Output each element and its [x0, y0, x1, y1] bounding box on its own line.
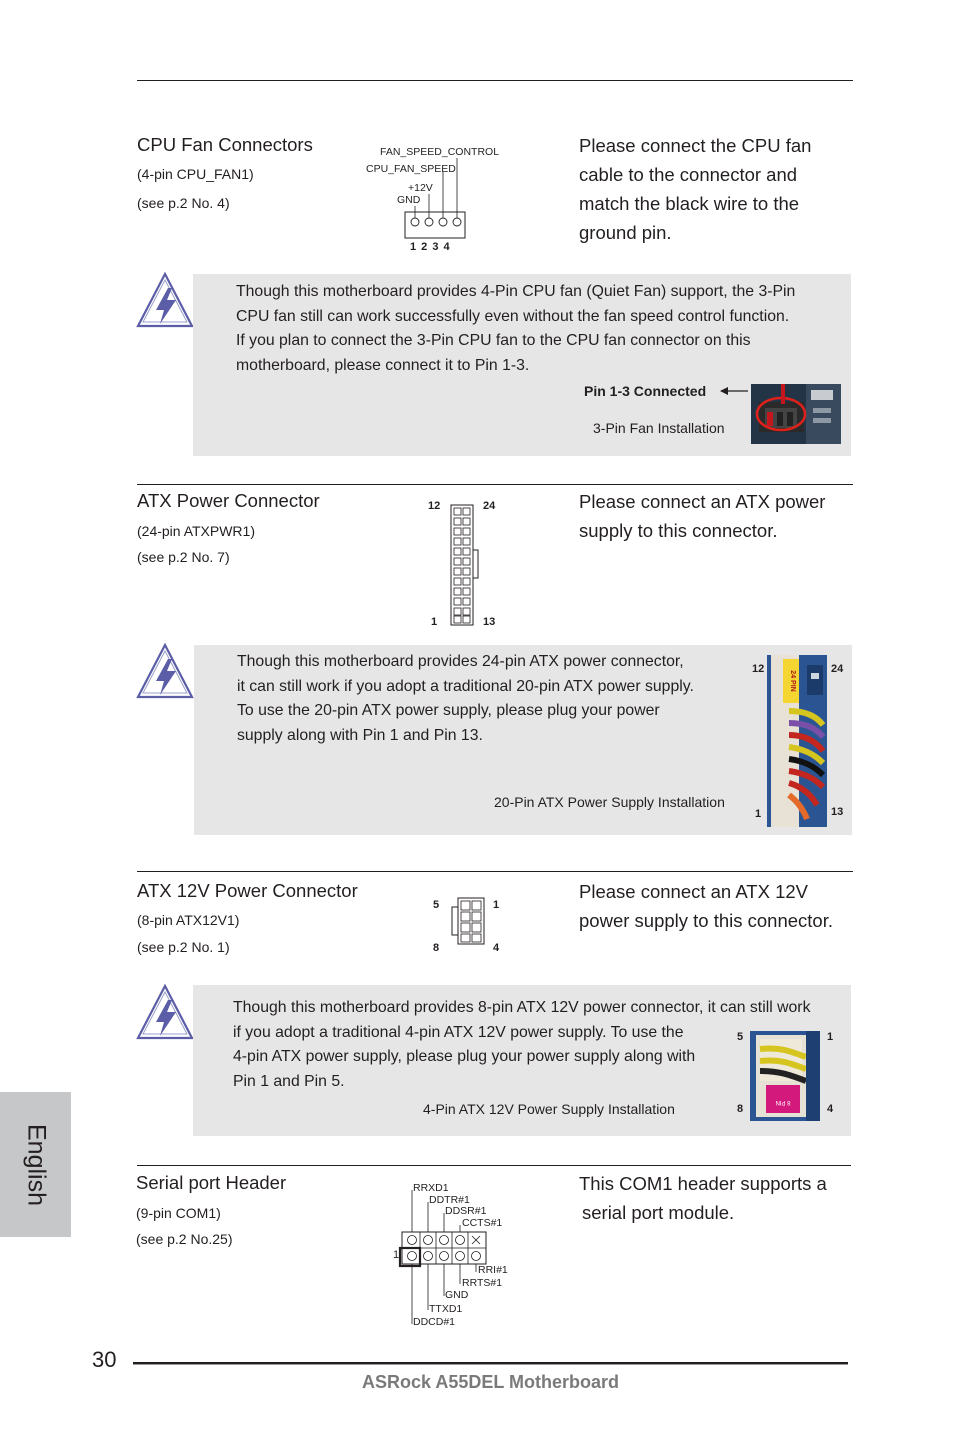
serial-rule [137, 1165, 851, 1166]
label-fan-speed-control: FAN_SPEED_CONTROL [380, 146, 500, 158]
atx12v-sub2: (see p.2 No. 1) [137, 939, 230, 955]
atx12v-photo-pin-8: 8 [737, 1103, 744, 1115]
atx12v-caption: 4-Pin ATX 12V Power Supply Installation [423, 1101, 675, 1117]
note-line: motherboard, please connect it to Pin 1-3. [236, 356, 530, 374]
atx-photo-pin-13: 13 [831, 806, 844, 818]
note-line: To use the 20-pin ATX power supply, please plug your power [237, 702, 660, 719]
fan-installation-photo [751, 384, 841, 444]
desc-line: supply to this connector. [579, 520, 778, 541]
atx12v-8pin-connector-icon [450, 897, 486, 947]
top-rule [137, 80, 853, 81]
atx12v-description [579, 877, 854, 935]
atx-photo-label: 24 PIN [789, 670, 796, 692]
cpu-fan-title: CPU Fan Connectors [137, 134, 313, 155]
page-number: 30 [92, 1347, 117, 1372]
atx-title: ATX Power Connector [137, 490, 320, 511]
note-line: supply along with Pin 1 and Pin 13. [237, 726, 483, 744]
desc-line: cable to the connector and [579, 164, 798, 185]
note-line: Pin 1 and Pin 5. [233, 1072, 345, 1090]
desc-line: serial port module. [582, 1202, 735, 1223]
footer-rule-shadow [133, 1364, 848, 1365]
serial-label-ddtr1: DDTR#1 [429, 1194, 470, 1206]
note-line: Though this motherboard provides 24-pin ATX power connector, [237, 653, 684, 670]
serial-title: Serial port Header [136, 1172, 287, 1193]
atx-note-text [237, 650, 737, 748]
cpu-fan-sub2: (see p.2 No. 4) [137, 195, 230, 211]
note-line: Though this motherboard provides 8-pin ATX 12V power connector, it can still work [233, 999, 811, 1016]
serial-label-rrxd1: RRXD1 [413, 1182, 449, 1194]
pin-connected-label: Pin 1-3 Connected [584, 383, 707, 399]
atx-sub2: (see p.2 No. 7) [137, 549, 230, 565]
atx12v-pin-5: 5 [433, 899, 440, 911]
desc-line: ground pin. [579, 222, 672, 243]
atx-sub1: (24-pin ATXPWR1) [137, 523, 255, 539]
desc-line: Please connect an ATX power [579, 491, 826, 512]
note-line: If you plan to connect the 3-Pin CPU fan to the CPU fan connector on this [236, 332, 751, 349]
serial-header-connector-icon [396, 1180, 512, 1330]
cpu-fan-caption: 3-Pin Fan Installation [593, 420, 725, 436]
footer-product-name: ASRock A55DEL Motherboard [362, 1372, 620, 1392]
atx-pin-24: 24 [483, 500, 496, 512]
note-line: 4-pin ATX power supply, please plug your power supply along with [233, 1048, 696, 1065]
warning-icon [134, 641, 196, 701]
atx-photo-pin-1: 1 [755, 808, 762, 820]
atx-rule [137, 484, 853, 485]
atx-photo-pin-12: 12 [752, 663, 765, 675]
atx-photo-pin-24: 24 [831, 663, 844, 675]
warning-icon [134, 270, 196, 330]
atx12v-title: ATX 12V Power Connector [137, 880, 358, 901]
serial-label-ccts1: CCTS#1 [462, 1217, 503, 1229]
atx-pin-13: 13 [483, 616, 496, 628]
atx-caption: 20-Pin ATX Power Supply Installation [494, 794, 725, 810]
warning-icon [134, 982, 196, 1042]
serial-label-ddsr1: DDSR#1 [445, 1205, 487, 1217]
cpu-fan-connector-icon [390, 150, 480, 242]
atx12v-pin-4: 4 [493, 942, 500, 954]
language-tab-label: English [22, 1123, 50, 1206]
serial-description [579, 1169, 854, 1227]
note-line: if you adopt a traditional 4-pin ATX 12V power supply. To use the [233, 1023, 684, 1041]
language-side-tab [0, 1092, 71, 1237]
cpu-fan-pin-numbers: 1 2 3 4 [410, 241, 450, 253]
desc-line: match the black wire to the [579, 193, 800, 214]
note-line: it can still work if you adopt a traditional 20-pin ATX power supply. [237, 677, 694, 695]
serial-label-rri1: RRI#1 [478, 1264, 508, 1276]
cpu-fan-sub1: (4-pin CPU_FAN1) [137, 166, 254, 182]
atx12v-photo-label: 8 PIN [775, 1099, 791, 1105]
serial-label-ddcd1: DDCD#1 [413, 1316, 456, 1328]
atx12v-pin-1: 1 [493, 899, 500, 911]
atx12v-pin-8: 8 [433, 942, 440, 954]
atx-24pin-connector-icon [450, 504, 482, 628]
desc-line: Please connect the CPU fan [579, 135, 812, 156]
atx12v-photo-pin-5: 5 [737, 1031, 744, 1043]
label-cpu-fan-speed: CPU_FAN_SPEED [366, 163, 456, 175]
serial-sub2: (see p.2 No.25) [136, 1231, 233, 1247]
arrow-left-icon [718, 384, 750, 398]
label-gnd: GND [397, 194, 421, 206]
atx12v-photo-pin-4: 4 [827, 1103, 834, 1115]
serial-label-gnd: GND [445, 1289, 469, 1301]
note-line: Though this motherboard provides 4-Pin CPU fan (Quiet Fan) support, the 3-Pin [236, 283, 796, 300]
cpu-fan-description [579, 131, 854, 247]
serial-label-ttxd1: TTXD1 [429, 1303, 463, 1315]
atx12v-photo [750, 1031, 820, 1121]
atx12v-sub1: (8-pin ATX12V1) [137, 912, 240, 928]
label-12v: +12V [408, 182, 433, 194]
serial-pin-1: 1 [393, 1249, 400, 1261]
desc-line: This COM1 header supports a [579, 1173, 827, 1194]
atx-24pin-photo [767, 655, 827, 827]
serial-sub1: (9-pin COM1) [136, 1205, 221, 1221]
atx-description [579, 487, 854, 545]
serial-label-rrts1: RRTS#1 [462, 1277, 503, 1289]
cpu-fan-note-text [236, 280, 846, 378]
atx12v-rule [137, 871, 853, 872]
note-line: CPU fan still can work successfully even without the fan speed control function. [236, 307, 790, 325]
atx-pin-12: 12 [428, 500, 441, 512]
desc-line: power supply to this connector. [579, 910, 834, 931]
atx12v-photo-pin-1: 1 [827, 1031, 834, 1043]
desc-line: Please connect an ATX 12V [579, 881, 809, 902]
atx-pin-1: 1 [431, 616, 438, 628]
